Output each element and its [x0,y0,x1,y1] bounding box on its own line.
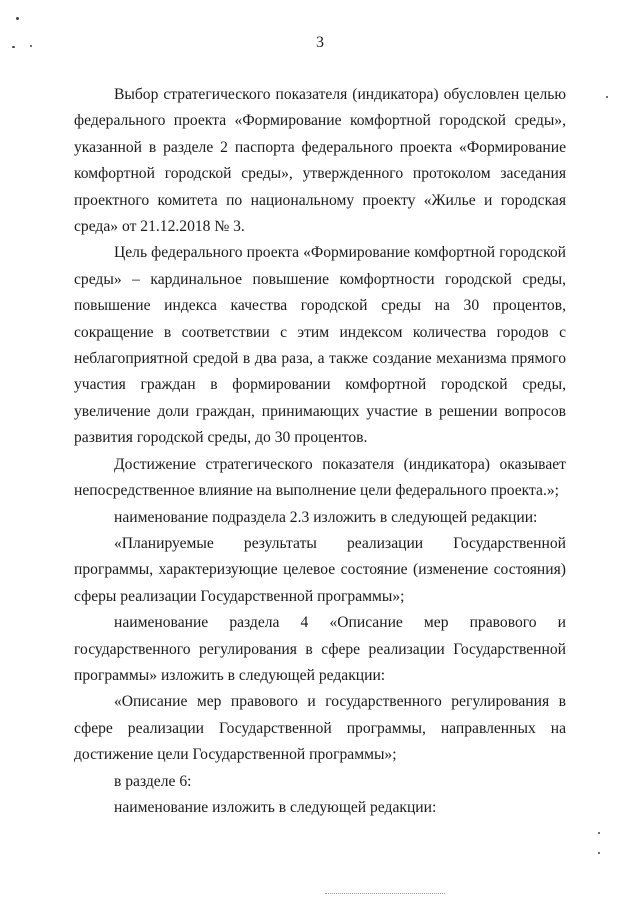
paragraph: «Описание мер правового и государственного регулирования в сфере реализации Государственной программы, направленных на достижение цели Государственной программы»; [74,693,566,764]
paragraph: Выбор стратегического показателя (индикатора) обусловлен целью федерального проекта «Формирование комфортной городской среды», указанной в разделе 2 паспорта федерального проекта «Формирование комфортной городской среды», утвержденного протоколом заседания проектного комитета по национальному проекту «Жилье и городская среда» от 21.12.2018 № 3. [74,86,566,236]
scan-artifact-footer [325,893,445,897]
scan-speck [16,17,19,20]
paragraph: Достижение стратегического показателя (индикатора) оказывает непосредственное влияние на выполнение цели федерального проекта.»; [74,455,566,500]
scan-speck [598,832,600,834]
paragraph: «Планируемые результаты реализации Государственной программы, характеризующие целевое состояние (изменение состояния) сферы реализации Государственной программы»; [74,534,566,605]
scan-speck [606,96,608,98]
paragraph: наименование раздела 4 «Описание мер правового и государственного регулирования в сфере реализации Государственной программы» изложить в следующей редакции: [74,614,566,684]
paragraph: в разделе 6: [114,772,192,790]
paragraph: наименование подраздела 2.3 изложить в следующей редакции: [114,508,538,526]
paragraph: наименование изложить в следующей редакции: [114,798,437,816]
document-body [74,82,566,821]
page-number: 3 [316,34,324,51]
scan-speck [598,852,600,854]
paragraph: Цель федерального проекта «Формирование комфортной городской среды» – кардинальное повышение комфортности городской среды, повышение индекса качества городской среды на 30 процентов, сокращение в соответствии с этим индексом количества городов с неблагоприятной средой в два раза, а также создание механизма прямого участия граждан в формировании комфортной городской среды, увеличение доли граждан, принимающих участие в решении вопросов развития городской среды, до 30 процентов. [74,244,566,447]
